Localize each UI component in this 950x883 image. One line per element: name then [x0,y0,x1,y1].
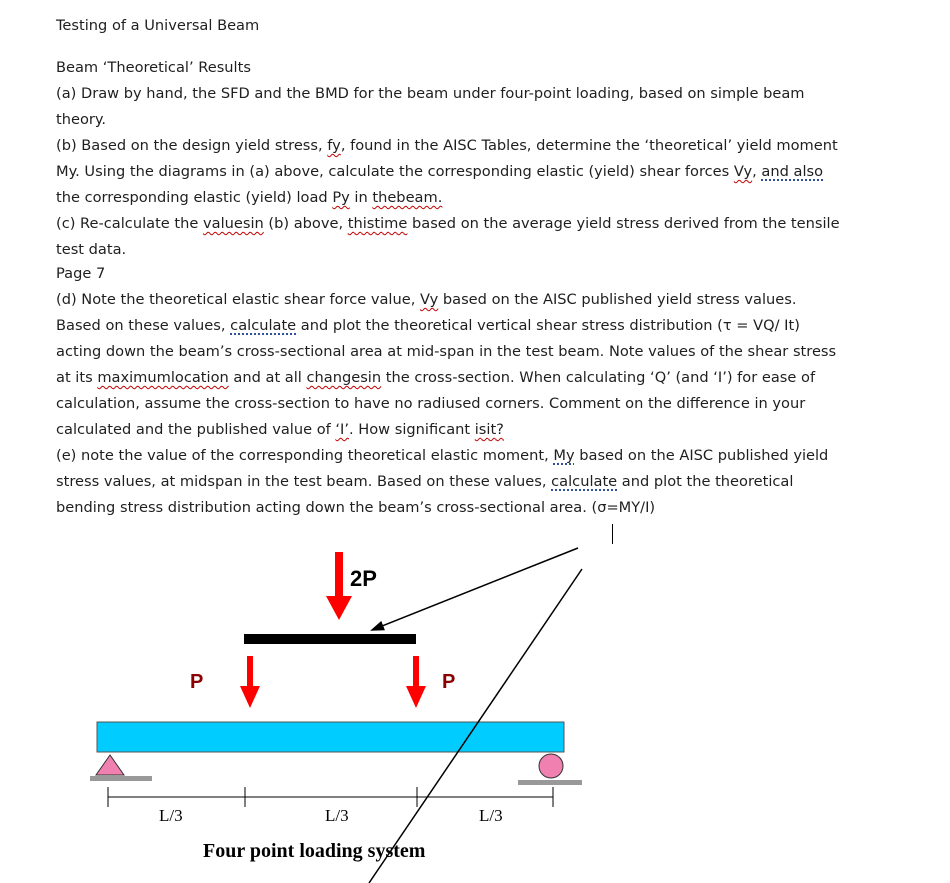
spell-vy: Vy [733,163,753,180]
spell-fy: fy [327,137,341,154]
item-d-line-4: at its maximumlocation and at all changesin the cross-section. When calculating ‘Q’ (and ‘I’) for ease of [56,369,816,386]
spreader-bar [244,634,416,644]
roller-support [518,754,582,785]
beam [97,722,564,752]
item-a-line-2: theory. [56,111,107,128]
spell-i-quote: ‘I’ [335,421,349,438]
spell-thebeam: thebeam. [372,189,443,206]
dimension-line [108,787,553,807]
spell-py: Py [332,189,350,206]
load-p-right-label: P [442,671,456,693]
load-arrow-p-left [240,656,260,708]
item-e-line-1: (e) note the value of the corresponding theoretical elastic moment, My based on the AISC published yield [56,447,829,464]
item-d-line-1: (d) Note the theoretical elastic shear force value, Vy based on the AISC published yield stress values. [56,291,797,308]
section-heading: Beam ‘Theoretical’ Results [56,59,251,76]
page-label: Page 7 [56,265,106,282]
pointer-arrow [372,548,578,630]
spell-changesin: changesin [306,369,382,386]
item-b-line-3: the corresponding elastic (yield) load Py in thebeam. [56,189,443,206]
load-arrow-2p [326,552,352,620]
item-d-line-3: acting down the beam’s cross-sectional area at mid-span in the test beam. Note values of the shear stress [56,343,837,360]
item-b-line-1: (b) Based on the design yield stress, fy, found in the AISC Tables, determine the ‘theoretical’ yield moment [56,137,838,154]
spell-isit: isit? [474,421,504,438]
item-e-line-2: stress values, at midspan in the test beam. Based on these values, calculate and plot the theoretical [56,473,794,490]
item-a-line-1: (a) Draw by hand, the SFD and the BMD for the beam under four-point loading, based on simple beam [56,85,805,102]
spell-thistime: thistime [347,215,408,232]
item-d-line-6: calculated and the published value of ‘I’. How significant isit? [56,421,504,438]
span-label-3: L/3 [479,806,503,825]
span-label-2: L/3 [325,806,349,825]
item-e-line-3: bending stress distribution acting down the beam’s cross-sectional area. (σ=MY/I) [56,499,656,516]
item-d-line-2: Based on these values, calculate and plot the theoretical vertical shear stress distribution (τ = VQ/ It) [56,317,800,334]
item-b-line-2: My. Using the diagrams in (a) above, calculate the corresponding elastic (yield) shear forces Vy, and also [56,163,824,180]
pin-support [90,755,152,781]
grammar-my: My [553,447,575,464]
item-c-line-1: (c) Re-calculate the valuesin (b) above, thistime based on the average yield stress derived from the tensile [56,215,840,232]
grammar-calculate: calculate [230,317,297,334]
spell-maximumlocation: maximumlocation [97,369,229,386]
spell-vy-d: Vy [420,291,439,308]
span-label-1: L/3 [159,806,183,825]
grammar-calculate-e: calculate [551,473,618,490]
document-title: Testing of a Universal Beam [56,17,260,34]
spell-valuesin: valuesin [203,215,264,232]
load-arrow-p-right [406,656,426,708]
load-2p-label: 2P [350,566,377,591]
item-d-line-5: calculation, assume the cross-section to have no radiused corners. Comment on the difference in your [56,395,806,412]
item-c-line-2: test data. [56,241,127,258]
grammar-and-also: and also [761,163,824,180]
figure-caption: Four point loading system [203,840,426,862]
load-p-left-label: P [190,671,204,693]
